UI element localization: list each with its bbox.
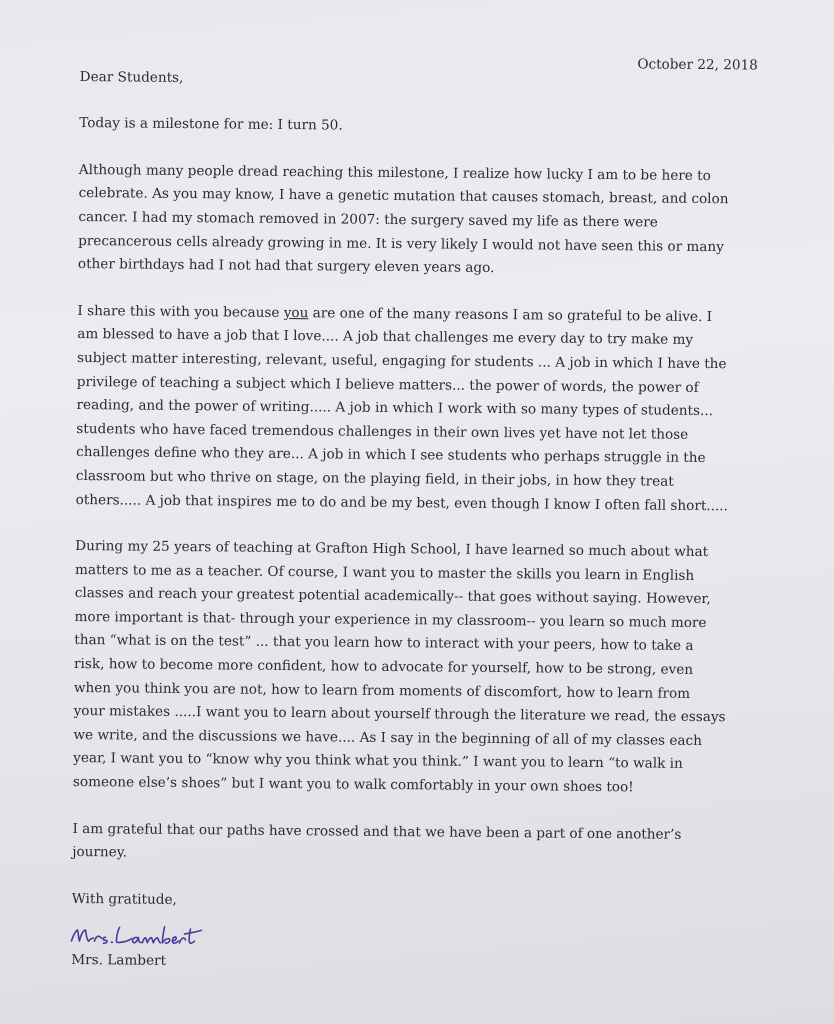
paragraph-line: than “what is on the test” ... that you learn how to interact with your peers, how to take a bbox=[74, 632, 694, 655]
paragraph-line: year, I want you to “know why you think what you think.” I want you to learn “to walk in bbox=[73, 750, 683, 773]
paragraph-line: journey. bbox=[72, 844, 128, 861]
paragraph-5 bbox=[72, 818, 752, 872]
paragraph-line: celebrate. As you may know, I have a genetic mutation that causes stomach, breast, and colon bbox=[78, 185, 729, 208]
paragraph-line: subject matter interesting, relevant, useful, engaging for students ... A job in which I have the bbox=[76, 349, 727, 373]
paragraph-line: classes and reach your greatest potential academically-- that goes without saying. However, bbox=[74, 585, 711, 608]
paragraph-line: classroom but who thrive on stage, on the playing field, in their jobs, in how they treat bbox=[75, 467, 674, 490]
paragraph-4 bbox=[73, 535, 755, 801]
letter-body bbox=[71, 48, 760, 979]
paragraph-line: I am grateful that our paths have crossed and that we have been a part of one another’s bbox=[72, 820, 682, 843]
paragraph-line: matters to me as a teacher. Of course, I want you to master the skills you learn in English bbox=[74, 561, 695, 584]
salutation: Dear Students, bbox=[79, 68, 184, 86]
paragraph-line: privilege of teaching a subject which I believe matters... the power of words, the power of bbox=[76, 373, 699, 396]
emphasized-word: you bbox=[283, 304, 309, 321]
paragraph-line: your mistakes .....I want you to learn about yourself through the literature we read, the essays bbox=[73, 703, 726, 726]
handwritten-signature bbox=[67, 917, 257, 953]
paragraph-line: someone else’s shoes” but I want you to walk comfortably in your own shoes too! bbox=[72, 773, 634, 796]
paragraph-3 bbox=[76, 300, 758, 519]
paragraph-line: Today is a milestone for me: I turn 50. bbox=[79, 115, 343, 134]
paragraph-line: precancerous cells already growing in me. It is very likely I would not have seen this or many bbox=[78, 232, 724, 255]
paragraph-line: when you think you are not, how to learn from moments of discomfort, how to learn from bbox=[73, 679, 691, 702]
paragraph-line: challenges define who they are... A job in which I see students who perhaps struggle in the bbox=[76, 444, 706, 467]
paragraph-line: we write, and the discussions we have.... As I say in the beginning of all of my classes each bbox=[73, 726, 702, 749]
paragraph-line: Although many people dread reaching this milestone, I realize how lucky I am to be here to bbox=[78, 161, 711, 184]
closing: With gratitude, bbox=[71, 890, 177, 908]
paragraph-line: risk, how to become more confident, how to advocate for yourself, how to be strong, even bbox=[74, 656, 694, 678]
paragraph-2 bbox=[78, 159, 759, 283]
paragraph-line: reading, and the power of writing..... A job in which I work with so many types of students... bbox=[76, 397, 714, 420]
paragraph-line: students who have faced tremendous challenges in their own lives yet have not let those bbox=[76, 420, 689, 443]
paragraph-line: am blessed to have a job that I love.... A job that challenges me every day to try make my bbox=[77, 326, 694, 349]
paragraph-line: more important is that- through your experience in my classroom-- you learn so much more bbox=[74, 608, 707, 631]
paragraph-line: During my 25 years of teaching at Grafton High School, I have learned so much about what bbox=[75, 538, 709, 561]
paragraph-text: are one of the many reasons I am so grateful to be alive. I bbox=[308, 304, 713, 325]
paragraph-text: I share this with you because bbox=[77, 302, 284, 321]
paragraph-1 bbox=[79, 112, 759, 142]
paragraph-line: others..... A job that inspires me to do and be my best, even though I know I often fall short..... bbox=[75, 491, 729, 514]
letter-date: October 22, 2018 bbox=[637, 56, 758, 74]
signature-name: Mrs. Lambert bbox=[71, 952, 167, 970]
paragraph-line: cancer. I had my stomach removed in 2007: the surgery saved my life as there were bbox=[78, 208, 658, 231]
paragraph-line: other birthdays had I not had that surgery eleven years ago. bbox=[77, 256, 495, 277]
